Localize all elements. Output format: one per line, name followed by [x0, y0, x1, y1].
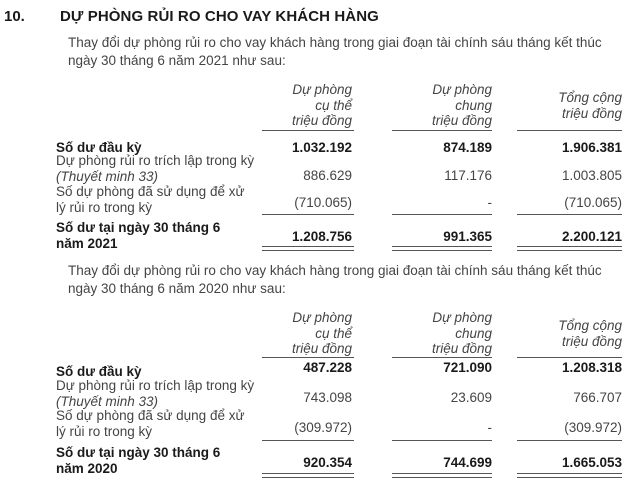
cell-value: (309.972) [294, 420, 352, 435]
column-header-specific-provision: Dự phòng cụ thể triệu đồng [291, 310, 352, 356]
cell-value: 991.365 [443, 229, 492, 244]
column-header-underline [517, 357, 622, 358]
cell-value: 487.228 [303, 360, 352, 375]
subtotal-rule [392, 440, 492, 441]
column-header-specific-provision: Dự phòng cụ thể triệu đồng [291, 82, 352, 128]
cell-value: 2.200.121 [561, 229, 622, 244]
cell-value: (710.065) [294, 195, 352, 210]
column-header-total: Tổng cộng triệu đồng [558, 318, 622, 349]
column-header-underline [392, 130, 492, 131]
total-double-rule [392, 246, 492, 251]
column-header-general-provision: Dự phòng chung triệu đồng [431, 310, 492, 356]
row-label-opening-balance: Số dư đầu kỳ [56, 364, 142, 379]
total-double-rule [392, 473, 492, 478]
cell-value: 1.906.381 [561, 140, 622, 155]
subtotal-rule [517, 214, 622, 215]
column-header-underline [517, 130, 622, 131]
cell-value: 117.176 [444, 168, 492, 183]
cell-value: 874.189 [443, 140, 492, 155]
subtotal-rule [517, 440, 622, 441]
cell-value: - [487, 195, 492, 210]
row-label-provision-charged: Dự phòng rủi ro trích lập trong kỳ (Thuyết minh 33) [56, 378, 255, 409]
row-label-provision-used: Số dự phòng đã sử dụng để xử lý rủi ro trong kỳ [56, 184, 245, 215]
cell-value: 1.003.805 [561, 168, 622, 183]
row-label-opening-balance: Số dư đầu kỳ [56, 140, 142, 155]
row-label-provision-used: Số dự phòng đã sử dụng để xử lý rủi ro trong kỳ [56, 408, 245, 439]
subtotal-rule [262, 214, 354, 215]
cell-value: 23.609 [450, 390, 492, 405]
cell-value: 744.699 [443, 455, 492, 470]
cell-value: 743.098 [303, 390, 352, 405]
cell-value: (309.972) [564, 420, 622, 435]
total-double-rule [517, 246, 622, 251]
subtotal-rule [262, 440, 354, 441]
column-header-total: Tổng cộng triệu đồng [558, 90, 622, 121]
section-title: DỰ PHÒNG RỦI RO CHO VAY KHÁCH HÀNG [60, 8, 379, 25]
row-label-closing-balance: Số dư tại ngày 30 tháng 6 năm 2020 [56, 445, 221, 476]
column-header-underline [262, 357, 354, 358]
cell-value: 1.032.192 [291, 140, 352, 155]
intro-paragraph-2021: Thay đổi dự phòng rủi ro cho vay khách hàng trong giai đoạn tài chính sáu tháng kết thúc ngày 30 tháng 6 năm 2021 như sau: [68, 35, 602, 68]
total-double-rule [262, 246, 354, 251]
cell-value: 1.208.756 [291, 229, 352, 244]
cell-value: 920.354 [303, 455, 352, 470]
section-number: 10. [4, 8, 25, 25]
column-header-underline [392, 357, 492, 358]
row-label-closing-balance: Số dư tại ngày 30 tháng 6 năm 2021 [56, 220, 221, 251]
cell-value: 1.208.318 [561, 360, 622, 375]
cell-value: (710.065) [564, 195, 622, 210]
total-double-rule [262, 473, 354, 478]
cell-value: - [487, 420, 492, 435]
cell-value: 766.707 [573, 390, 622, 405]
column-header-underline [262, 130, 354, 131]
row-label-provision-charged: Dự phòng rủi ro trích lập trong kỳ (Thuyết minh 33) [56, 153, 255, 184]
cell-value: 721.090 [443, 360, 492, 375]
intro-paragraph-2020: Thay đổi dự phòng rủi ro cho vay khách hàng trong giai đoạn tài chính sáu tháng kết thúc ngày 30 tháng 6 năm 2020 như sau: [68, 263, 602, 296]
subtotal-rule [392, 214, 492, 215]
cell-value: 1.665.053 [561, 455, 622, 470]
cell-value: 886.629 [303, 168, 352, 183]
column-header-general-provision: Dự phòng chung triệu đồng [431, 82, 492, 128]
total-double-rule [517, 473, 622, 478]
